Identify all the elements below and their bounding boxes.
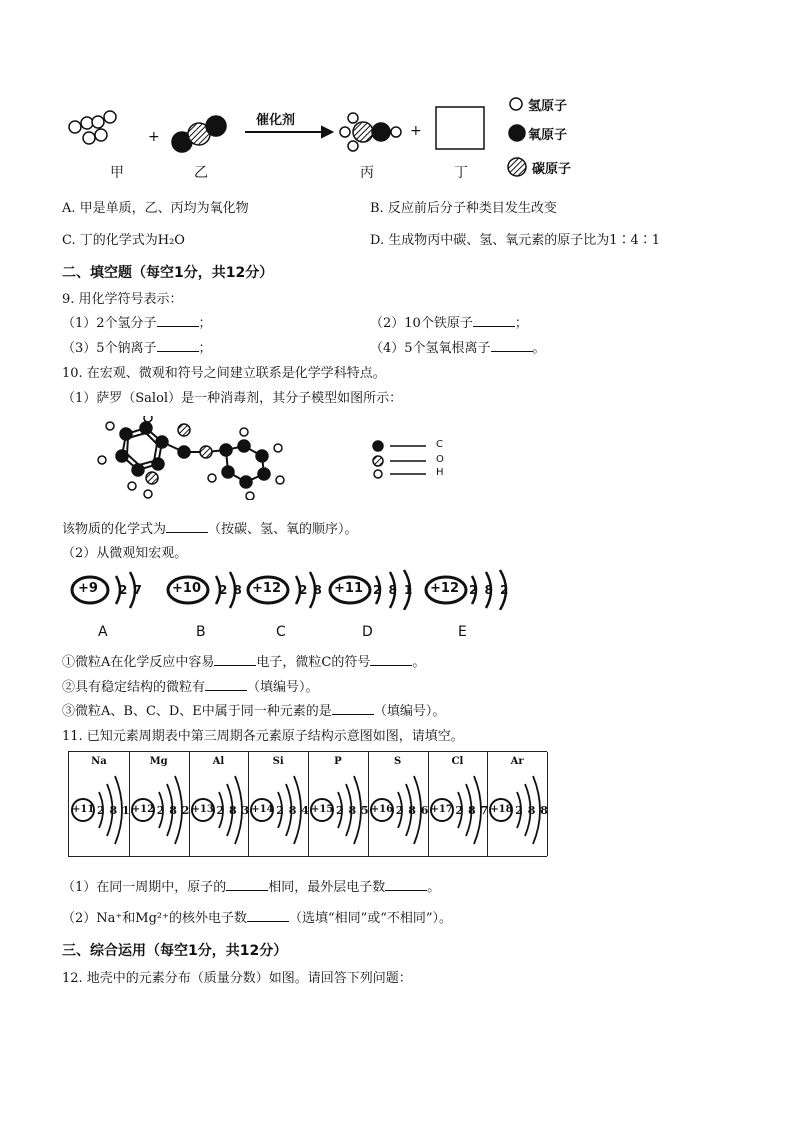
element-nucleus: +17: [430, 804, 453, 815]
reaction-arrow: [245, 127, 332, 137]
q10-stem: 10. 在宏观、微观和符号之间建立联系是化学学科特点。: [62, 366, 386, 381]
q9-part-3: （3）5个钠离子 ；: [62, 341, 212, 356]
answer-blank[interactable]: [385, 878, 427, 891]
element-cell-si: [248, 752, 309, 856]
answer-blank[interactable]: [205, 678, 247, 691]
electron-label: 2 8 2: [469, 583, 509, 597]
option-d: D. 生成物丙中碳、氢、氧元素的原子比为1∶4∶1: [370, 233, 661, 248]
legend-carbon: 碳原子: [532, 162, 572, 177]
q10-sub-3: ③微粒A、B、C、D、E中属于同一种元素的是 （填编号）。: [62, 704, 446, 719]
particle-d: [328, 568, 428, 638]
element-symbol: Al: [212, 756, 225, 767]
salol-legend: [373, 441, 426, 478]
answer-blank[interactable]: [157, 339, 199, 352]
q10-part-2: （2）从微观知宏观。: [62, 546, 188, 561]
particle-e: [424, 568, 524, 638]
element-symbol: Cl: [451, 756, 464, 767]
option-b: B. 反应前后分子种类目发生改变: [370, 201, 557, 216]
electron-label: 2 7: [119, 583, 142, 597]
salol-legend-c: C: [436, 439, 443, 450]
q9-part-4: （4）5个氢氧根离子 。: [370, 341, 546, 356]
electron-label: 2 8: [299, 583, 322, 597]
element-electrons: 2 8 6: [395, 804, 429, 817]
label-jia: 甲: [110, 165, 124, 181]
catalyst-label: 催化剂: [256, 113, 296, 128]
answer-blank[interactable]: [157, 314, 199, 327]
q10-sub-2: ②具有稳定结构的微粒有 （填编号）。: [62, 680, 319, 695]
particle-b: [166, 568, 258, 638]
section-title-2: 二、填空题（每空1分，共12分）: [62, 265, 274, 281]
plus-sign-1: +: [148, 129, 160, 145]
element-electrons: 2 8 3: [216, 804, 250, 817]
product-box-ding: [436, 107, 484, 149]
salol-legend-h: H: [436, 467, 444, 478]
answer-blank[interactable]: [370, 653, 412, 666]
q10-part-1: （1）萨罗（Salol）是一种消毒剂，其分子模型如图所示：: [62, 391, 403, 406]
element-electrons: 2 8 5: [336, 804, 369, 817]
element-cell-mg: [129, 752, 190, 856]
element-cell-cl: [428, 752, 489, 856]
element-electrons: 2 8 2: [156, 804, 190, 817]
molecule-jia: [69, 111, 116, 144]
q10-formula-line: 该物质的化学式为 （按碳、氢、氧的顺序）。: [62, 522, 358, 537]
reaction-molecules: [60, 90, 600, 185]
element-symbol: P: [334, 756, 342, 767]
element-electrons: 2 8 8: [515, 804, 548, 817]
label-yi: 乙: [194, 165, 208, 181]
answer-blank[interactable]: [332, 702, 374, 715]
element-nucleus: +14: [251, 804, 274, 815]
legend-hydrogen: 氢原子: [528, 99, 568, 114]
q11-part-1: （1）在同一周期中，原子的 相同，最外层电子数 。: [62, 880, 441, 895]
answer-blank[interactable]: [491, 339, 533, 352]
element-symbol: Si: [272, 756, 284, 767]
q10-sub-1: ①微粒A在化学反应中容易 电子，微粒C的符号 。: [62, 655, 426, 670]
particle-label: B: [196, 624, 206, 640]
element-cell-s: [368, 752, 429, 856]
legend-oxygen: 氧原子: [528, 128, 568, 143]
answer-blank[interactable]: [214, 653, 256, 666]
label-ding: 丁: [454, 165, 468, 181]
section-title-3: 三、综合运用（每空1分，共12分）: [62, 943, 288, 959]
salol-molecule-model: [66, 416, 466, 500]
nucleus-label: +9: [78, 581, 98, 596]
nucleus-label: +11: [334, 581, 363, 596]
answer-blank[interactable]: [473, 314, 515, 327]
electron-label: 2 8 1: [373, 583, 413, 597]
reaction-diagram: [60, 90, 600, 185]
element-symbol: S: [394, 756, 402, 767]
element-cell-al: [189, 752, 250, 856]
nucleus-label: +10: [172, 581, 201, 596]
plus-sign-2: +: [410, 123, 422, 139]
q11-stem: 11. 已知元素周期表中第三周期各元素原子结构示意图如图，请填空。: [62, 729, 464, 744]
element-symbol: Mg: [149, 756, 168, 767]
particle-c: [246, 568, 338, 638]
element-cell-p: [308, 752, 369, 856]
particle-label: A: [98, 624, 108, 640]
element-nucleus: +11: [72, 804, 95, 815]
q9-part-2: （2）10个铁原子 ；: [370, 316, 528, 331]
particle-label: C: [276, 624, 286, 640]
q12-stem: 12. 地壳中的元素分布（质量分数）如图。请回答下列问题：: [62, 971, 412, 986]
particle-label: D: [362, 624, 373, 640]
salol-legend-o: O: [436, 454, 444, 465]
option-a: A. 甲是单质，乙、丙均为氧化物: [62, 201, 249, 216]
option-c: C. 丁的化学式为H₂O: [62, 233, 185, 248]
particle-label: E: [458, 624, 467, 640]
element-nucleus: +16: [370, 804, 394, 815]
electron-label: 2 8: [219, 583, 242, 597]
period-three-table: [68, 751, 547, 857]
q9-stem: 9. 用化学符号表示：: [62, 292, 183, 307]
salol-model-svg: [66, 416, 466, 500]
molecule-yi: [172, 116, 226, 152]
q11-part-2: （2）Na⁺和Mg²⁺的核外电子数 （选填“相同”或“不相同”）。: [62, 911, 453, 926]
element-electrons: 2 8 7: [455, 804, 489, 817]
legend-symbols: [508, 98, 526, 176]
molecule-bing: [340, 113, 401, 151]
element-cell-na: [69, 752, 130, 856]
element-nucleus: +18: [490, 804, 513, 815]
element-symbol: Ar: [510, 756, 524, 767]
particle-a: [68, 568, 160, 638]
nucleus-label: +12: [430, 581, 459, 596]
element-electrons: 2 8 1: [97, 804, 130, 817]
element-nucleus: +12: [131, 804, 155, 815]
element-nucleus: +15: [311, 804, 334, 815]
answer-blank[interactable]: [226, 878, 268, 891]
element-cell-ar: [487, 752, 548, 856]
nucleus-label: +12: [252, 581, 281, 596]
answer-blank[interactable]: [247, 909, 289, 922]
answer-blank[interactable]: [166, 520, 208, 533]
q9-part-1: （1）2个氢分子 ；: [62, 316, 212, 331]
element-electrons: 2 8 4: [276, 804, 309, 817]
element-symbol: Na: [91, 756, 107, 767]
element-nucleus: +13: [191, 804, 214, 815]
particle-diagrams: [60, 562, 530, 642]
label-bing: 丙: [360, 165, 374, 181]
